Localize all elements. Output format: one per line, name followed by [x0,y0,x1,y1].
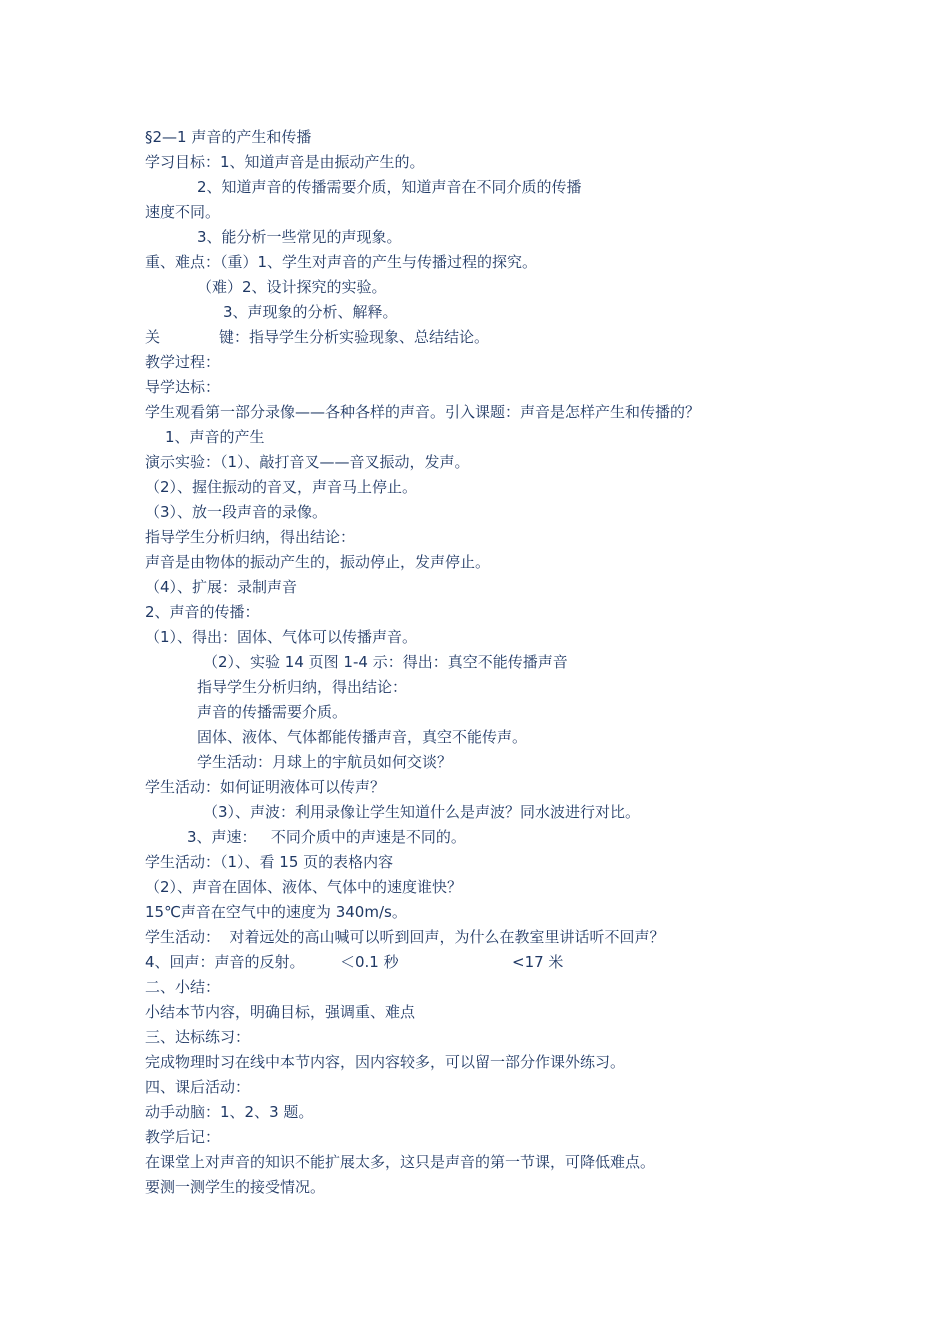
practice-heading: 三、达标练习： [145,1028,251,1046]
after-class-content: 动手动脑：1、2、3 题。 [145,1103,314,1121]
reflection-content-2: 要测一测学生的接受情况。 [145,1178,326,1196]
learning-goals-line: 学习目标：1、知道声音是由振动产生的。 [145,153,425,171]
sound-speed-line: 3、声速： 不同介质中的声速是不同的。 [187,828,466,846]
difficulty-3: 3、声现象的分析、解释。 [223,303,398,321]
after-class-heading: 四、课后活动： [145,1078,251,1096]
subheading-sound-propagation: 2、声音的传播： [145,603,260,621]
sound-wave-line: （3）、声波：利用录像让学生知道什么是声波？同水波进行对比。 [203,803,641,821]
practice-content: 完成物理时习在线中本节内容，因内容较多，可以留一部分作课外练习。 [145,1053,626,1071]
summary-heading: 二、小结： [145,978,221,996]
demo-experiment-3: （3）、放一段声音的录像。 [145,503,328,521]
difficulty-2: （难）2、设计探究的实验。 [197,278,387,296]
student-activity-moon: 学生活动：月球上的宇航员如何交谈？ [197,753,453,771]
reflection-heading: 教学后记： [145,1128,221,1146]
summary-content: 小结本节内容，明确目标，强调重、难点 [145,1003,416,1021]
propagation-1: （1）、得出：固体、气体可以传播声音。 [145,628,418,646]
extension-line: （4）、扩展：录制声音 [145,578,298,596]
conclusion-2a: 声音的传播需要介质。 [197,703,348,721]
echo-time: ＜0.1 秒 [340,953,399,971]
propagation-2: （2）、实验 14 页图 1-4 示：得出：真空不能传播声音 [203,653,568,671]
learning-goal-2-cont: 速度不同。 [145,203,221,221]
student-activity-liquid: 学生活动：如何证明液体可以传声？ [145,778,386,796]
student-activity-table: 学生活动：（1）、看 15 页的表格内容 [145,853,394,871]
conclusion-1: 声音是由物体的振动产生的，振动停止，发声停止。 [145,553,491,571]
demo-experiment-2: （2）、握住振动的音叉，声音马上停止。 [145,478,418,496]
guide-conclusion-1: 指导学生分析归纳，得出结论： [145,528,356,546]
learning-goal-3: 3、能分析一些常见的声现象。 [197,228,402,246]
guided-learning-heading: 导学达标： [145,378,221,396]
guide-conclusion-2: 指导学生分析归纳，得出结论： [197,678,408,696]
speed-question: （2）、声音在固体、液体、气体中的速度谁快？ [145,878,463,896]
section-title: §2—1 声音的产生和传播 [145,128,312,146]
key-label-right: 键：指导学生分析实验现象、总结结论。 [219,328,490,346]
teaching-process-heading: 教学过程： [145,353,221,371]
conclusion-2b: 固体、液体、气体都能传播声音，真空不能传声。 [197,728,528,746]
key-points-line: 重、难点：（重）1、学生对声音的产生与传播过程的探究。 [145,253,538,271]
speed-in-air: 15℃声音在空气中的速度为 340m/s。 [145,903,407,921]
student-activity-echo: 学生活动： 对着远处的高山喊可以听到回声，为什么在教室里讲话听不回声？ [145,928,665,946]
echo-distance: <17 米 [512,953,564,971]
key-label-left: 关 [145,328,161,346]
echo-line: 4、回声：声音的反射。 [145,953,305,971]
subheading-sound-production: 1、声音的产生 [165,428,265,446]
demo-experiment-1: 演示实验：（1）、敲打音叉——音叉振动，发声。 [145,453,470,471]
intro-line: 学生观看第一部分录像——各种各样的声音。引入课题：声音是怎样产生和传播的？ [145,403,701,421]
learning-goal-2: 2、知道声音的传播需要介质，知道声音在不同介质的传播 [197,178,582,196]
reflection-content-1: 在课堂上对声音的知识不能扩展太多，这只是声音的第一节课，可降低难点。 [145,1153,656,1171]
